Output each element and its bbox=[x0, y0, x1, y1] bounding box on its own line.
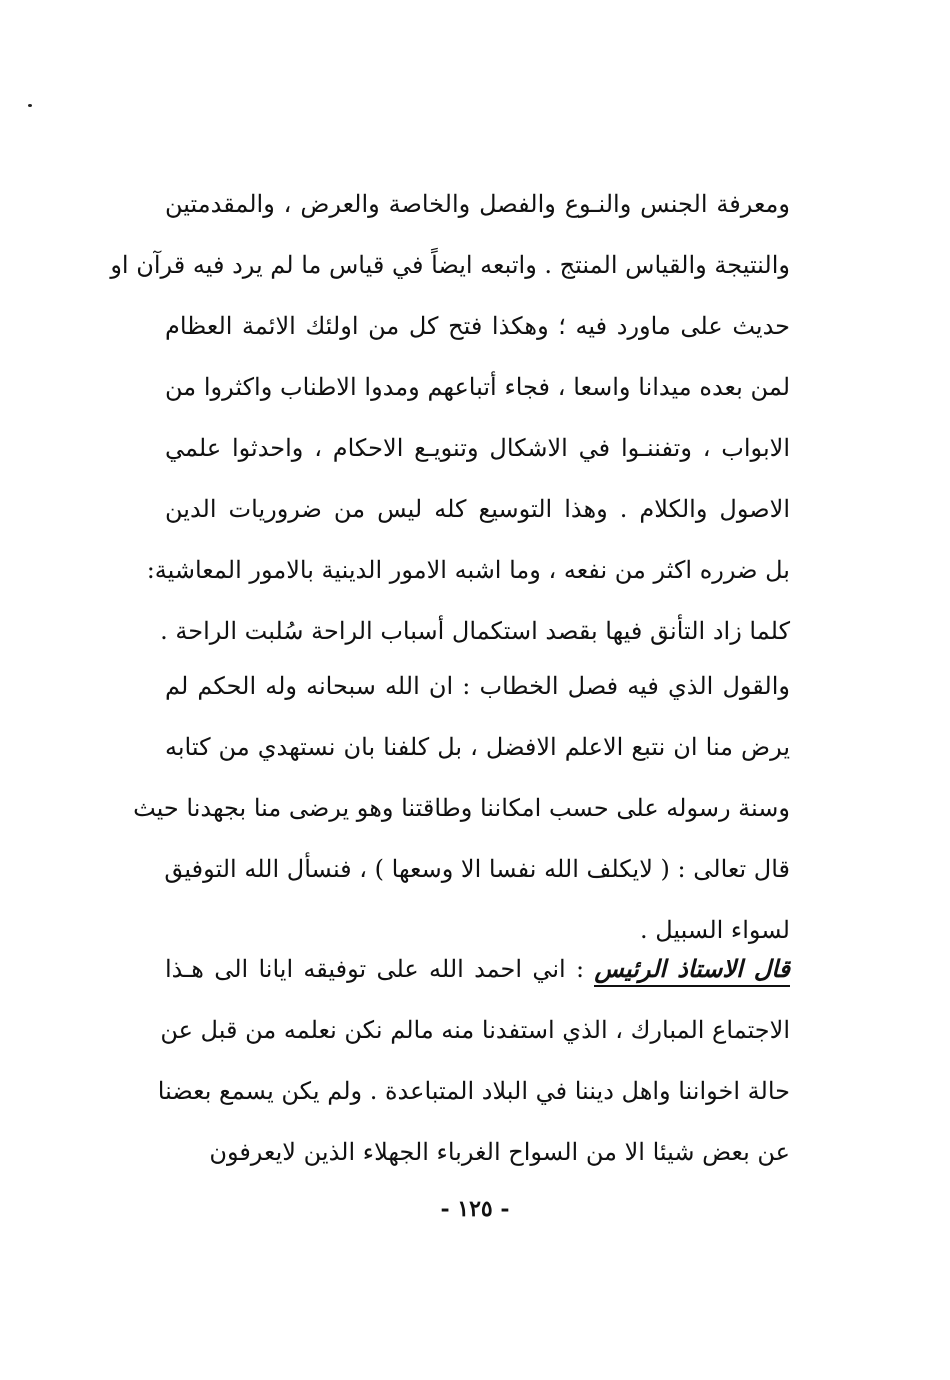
text-line: والقول الذي فيه فصل الخطاب : ان الله سبحانه وله الحكم لم bbox=[165, 672, 790, 700]
text-line: حديث على ماورد فيه ؛ وهكذا فتح كل من اولئك الائمة العظام bbox=[165, 312, 790, 340]
text-line: بل ضرره اكثر من نفعه ، وما اشبه الامور الدينية بالامور المعاشية: bbox=[146, 556, 790, 584]
text-line: لسواء السبيل . bbox=[639, 916, 790, 944]
paragraph-2 bbox=[133, 656, 790, 961]
text-line: والنتيجة والقياس المنتج . واتبعه ايضاً في قياس ما لم يرد فيه قرآن او bbox=[110, 251, 790, 279]
speaker-statement: : اني احمد الله على توفيقه ايانا الى هـذا bbox=[165, 955, 585, 983]
text-line: ومعرفة الجنس والنـوع والفصل والخاصة والعرض ، والمقدمتين bbox=[165, 190, 790, 218]
text-line: عن بعض شيئا الا من السواح الغرباء الجهلاء الذين لايعرفون bbox=[209, 1138, 790, 1166]
paragraph-1 bbox=[110, 174, 790, 662]
text-line bbox=[165, 938, 790, 1000]
text-line: يرض منا ان نتبع الاعلم الافضل ، بل كلفنا بان نستهدي من كتابه bbox=[165, 733, 790, 761]
scan-speck bbox=[28, 104, 32, 107]
page-number: - ١٢٥ - bbox=[440, 1196, 510, 1222]
text-line: وسنة رسوله على حسب امكاننا وطاقتنا وهو يرضى منا بجهدنا حيث bbox=[133, 794, 790, 822]
text-line: الاصول والكلام . وهذا التوسيع كله ليس من ضروريات الدين bbox=[165, 495, 790, 523]
text-line: لمن بعده ميدانا واسعا ، فجاء أتباعهم ومدوا الاطناب واكثروا من bbox=[165, 373, 790, 401]
text-line: الابواب ، وتفننـوا في الاشكال وتنويـع الاحكام ، واحدثوا علمي bbox=[165, 434, 790, 462]
text-line: حالة اخواننا واهل ديننا في البلاد المتباعدة . ولم يكن يسمع بعضنا bbox=[157, 1077, 790, 1105]
speaker-label: قال الاستاذ الرئيس bbox=[594, 954, 790, 987]
text-line: الاجتماع المبارك ، الذي استفدنا منه مالم نكن نعلمه من قبل عن bbox=[160, 1016, 790, 1044]
text-line: كلما زاد التأنق فيها بقصد استكمال أسباب الراحة سُلبت الراحة . bbox=[160, 617, 790, 645]
text-line: قال تعالى : ( لايكلف الله نفسا الا وسعها ) ، فنسأل الله التوفيق bbox=[164, 855, 790, 883]
paragraph-3 bbox=[157, 938, 790, 1183]
